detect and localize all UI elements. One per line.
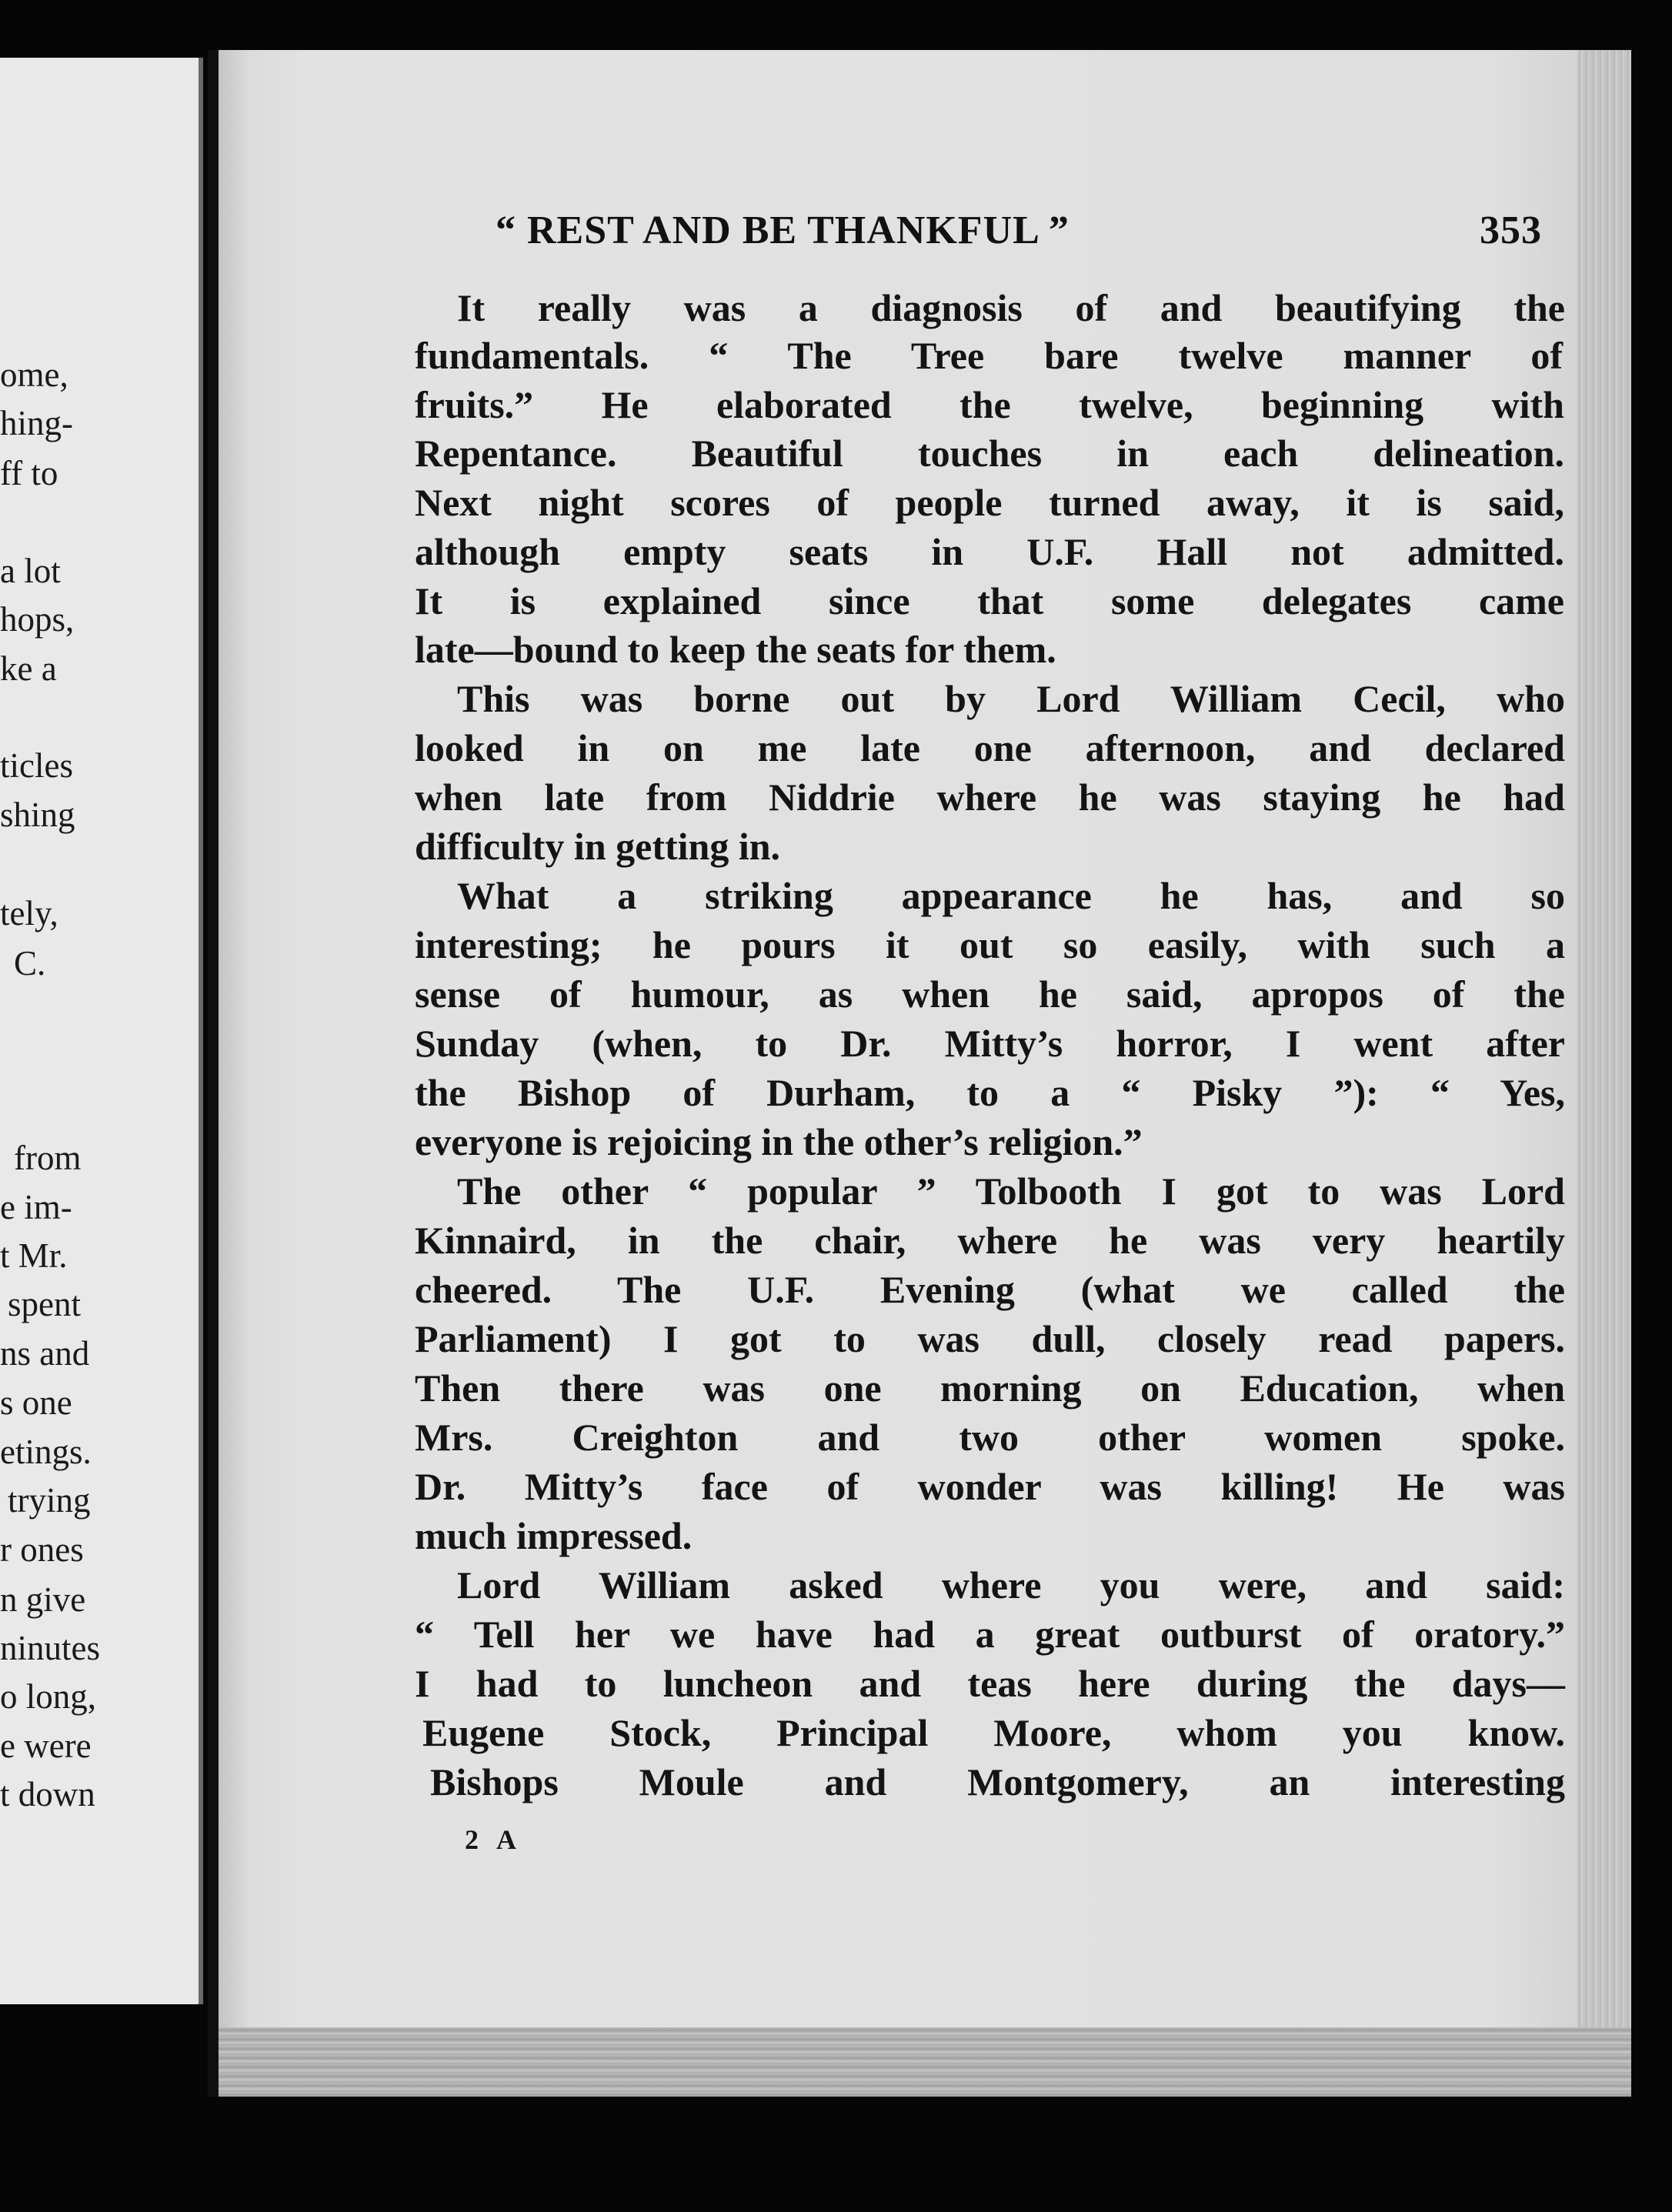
text-line: interesting; he pours it out so easily, with such a <box>415 923 1565 966</box>
page-number: 353 <box>1480 209 1542 252</box>
text-line: much impressed. <box>415 1514 692 1557</box>
text-line: sense of humour, as when he said, apropos of the <box>415 973 1565 1016</box>
page-fore-edge <box>1577 50 1631 2097</box>
left-page-line: t Mr. <box>0 1236 68 1275</box>
text-line: Bishops Moule and Montgomery, an interesting <box>430 1760 1565 1803</box>
text-line: looked in on me late one afternoon, and declared <box>415 726 1565 769</box>
text-line: late—bound to keep the seats for them. <box>415 628 1056 671</box>
text-line: This was borne out by Lord William Cecil, who <box>457 677 1565 720</box>
left-page-line: ome, <box>0 355 68 394</box>
left-page-line: ke a <box>0 649 57 688</box>
left-page-line: e were <box>0 1727 92 1765</box>
text-line: Parliament) I got to was dull, closely read papers. <box>415 1317 1565 1360</box>
left-page-line: n give <box>0 1580 86 1619</box>
text-line: Kinnaird, in the chair, where he was very heartily <box>415 1219 1565 1262</box>
left-page-line: s one <box>0 1383 72 1422</box>
signature-mark: 2 A <box>465 1824 523 1855</box>
text-line: Repentance. Beautiful touches in each delineation. <box>415 432 1564 475</box>
text-line: everyone is rejoicing in the other’s religion.” <box>415 1120 1143 1163</box>
left-page-line: hing- <box>0 404 73 442</box>
text-line: Sunday (when, to Dr. Mitty’s horror, I went after <box>415 1022 1565 1065</box>
text-line: The other “ popular ” Tolbooth I got to was Lord <box>457 1169 1565 1213</box>
text-line: Mrs. Creighton and two other women spoke. <box>415 1416 1565 1459</box>
page-bottom-edge <box>219 2027 1631 2097</box>
left-page-line: r ones <box>0 1530 84 1569</box>
text-line: Next night scores of people turned away, it is said, <box>415 481 1564 524</box>
left-page-line: o long, <box>0 1677 97 1716</box>
text-line: although empty seats in U.F. Hall not admitted. <box>415 530 1564 573</box>
text-line: cheered. The U.F. Evening (what we called the <box>415 1268 1565 1311</box>
book-page <box>208 50 1631 2097</box>
text-line: I had to luncheon and teas here during the days— <box>415 1662 1565 1705</box>
previous-page-fragment <box>0 58 203 2004</box>
text-line: Eugene Stock, Principal Moore, whom you know. <box>422 1711 1565 1754</box>
left-page-line: ticles <box>0 746 73 785</box>
left-page-line: shing <box>0 796 75 834</box>
text-line: Lord William asked where you were, and said: <box>457 1563 1565 1606</box>
left-page-line: etings. <box>0 1433 92 1471</box>
left-page-line: hops, <box>0 600 75 639</box>
text-line: Then there was one morning on Education, when <box>415 1366 1565 1410</box>
left-page-line: tely, <box>0 894 58 933</box>
text-line: It is explained since that some delegates came <box>415 579 1564 622</box>
text-line: What a striking appearance he has, and so <box>457 874 1565 917</box>
left-page-line: ns and <box>0 1334 90 1373</box>
left-page-line: e im- <box>0 1188 72 1226</box>
left-page-line: C. <box>14 944 46 983</box>
left-page-line: from <box>14 1139 82 1177</box>
left-page-line: t down <box>0 1775 95 1813</box>
left-page-line: trying <box>8 1481 91 1520</box>
left-page-line: ninutes <box>0 1629 100 1667</box>
text-line: Dr. Mitty’s face of wonder was killing! He was <box>415 1465 1565 1508</box>
text-line: the Bishop of Durham, to a “ Pisky ”): “ Yes, <box>415 1071 1565 1114</box>
running-title: “ REST AND BE THANKFUL ” <box>496 209 1070 252</box>
text-line: “ Tell her we have had a great outburst of oratory.” <box>415 1613 1565 1656</box>
left-page-line: ff to <box>0 454 58 492</box>
left-page-line: spent <box>8 1285 81 1323</box>
left-page-line: a lot <box>0 552 61 590</box>
text-line: when late from Niddrie where he was staying he had <box>415 776 1565 819</box>
text-line: difficulty in getting in. <box>415 825 781 868</box>
text-line: It really was a diagnosis of and beautifying the <box>457 286 1565 329</box>
text-line: fruits.” He elaborated the twelve, beginning with <box>415 383 1564 426</box>
text-line: fundamentals. “ The Tree bare twelve manner of <box>415 334 1563 377</box>
